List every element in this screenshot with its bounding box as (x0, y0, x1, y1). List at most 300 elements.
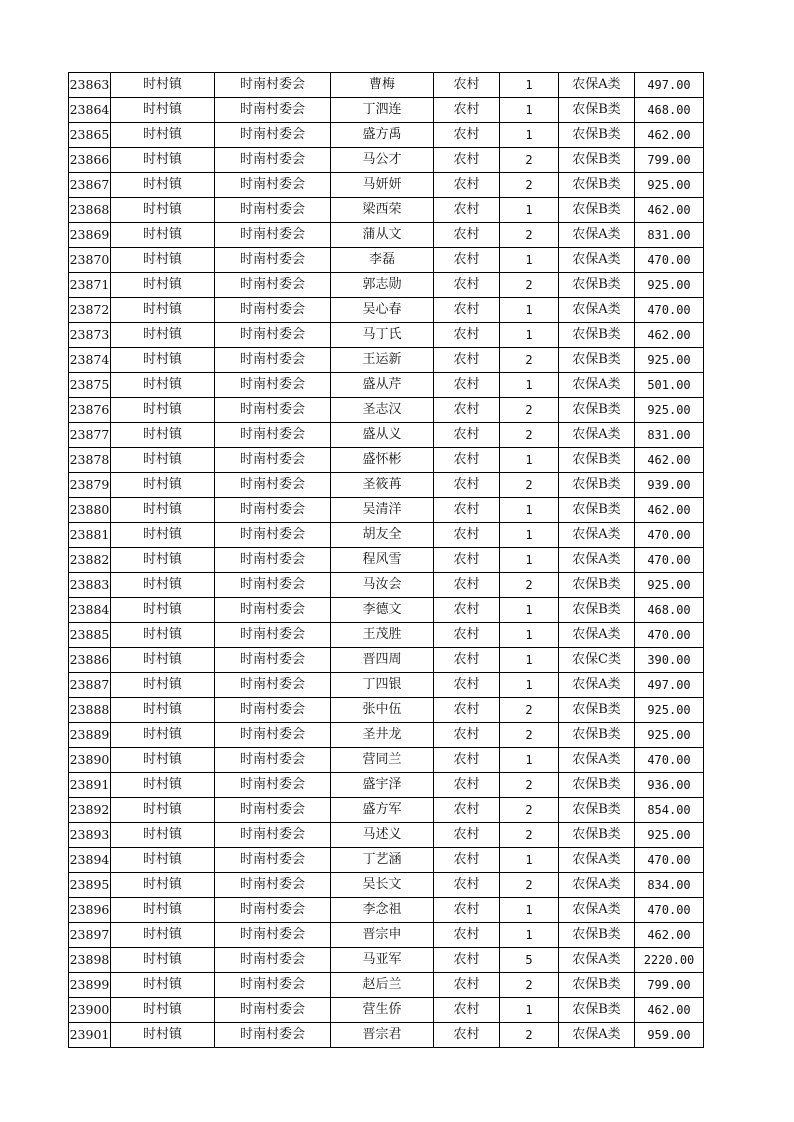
insurance-category-cell: 农保A类 (559, 748, 635, 773)
record-id-cell: 23873 (69, 323, 111, 348)
amount-cell: 799.00 (635, 973, 704, 998)
insurance-category-cell: 农保B类 (559, 448, 635, 473)
member-count-cell: 2 (500, 173, 559, 198)
person-name-cell: 晋宗申 (331, 923, 434, 948)
member-count-cell: 1 (500, 123, 559, 148)
town-cell: 时村镇 (111, 473, 215, 498)
record-id-cell: 23883 (69, 573, 111, 598)
table-row (69, 523, 704, 548)
town-cell: 时村镇 (111, 348, 215, 373)
member-count-cell: 2 (500, 573, 559, 598)
record-id-cell: 23885 (69, 623, 111, 648)
insurance-category-cell: 农保A类 (559, 248, 635, 273)
insurance-category-cell: 农保B类 (559, 823, 635, 848)
household-type-cell: 农村 (434, 448, 500, 473)
amount-cell: 470.00 (635, 548, 704, 573)
member-count-cell: 1 (500, 548, 559, 573)
record-id-cell: 23870 (69, 248, 111, 273)
amount-cell: 470.00 (635, 248, 704, 273)
amount-cell: 497.00 (635, 73, 704, 98)
village-committee-cell: 时南村委会 (215, 848, 331, 873)
village-committee-cell: 时南村委会 (215, 423, 331, 448)
amount-cell: 468.00 (635, 98, 704, 123)
member-count-cell: 2 (500, 423, 559, 448)
amount-cell: 925.00 (635, 723, 704, 748)
insurance-category-cell: 农保A类 (559, 223, 635, 248)
record-id-cell: 23880 (69, 498, 111, 523)
table-row (69, 73, 704, 98)
village-committee-cell: 时南村委会 (215, 273, 331, 298)
household-type-cell: 农村 (434, 223, 500, 248)
table-row (69, 673, 704, 698)
table-row (69, 998, 704, 1023)
insurance-category-cell: 农保B类 (559, 998, 635, 1023)
table-row (69, 498, 704, 523)
town-cell: 时村镇 (111, 448, 215, 473)
town-cell: 时村镇 (111, 698, 215, 723)
amount-cell: 462.00 (635, 998, 704, 1023)
insurance-category-cell: 农保A类 (559, 523, 635, 548)
insurance-category-cell: 农保B类 (559, 923, 635, 948)
household-type-cell: 农村 (434, 698, 500, 723)
amount-cell: 925.00 (635, 173, 704, 198)
household-type-cell: 农村 (434, 848, 500, 873)
record-id-cell: 23882 (69, 548, 111, 573)
insurance-category-cell: 农保A类 (559, 1023, 635, 1048)
village-committee-cell: 时南村委会 (215, 1023, 331, 1048)
member-count-cell: 1 (500, 748, 559, 773)
subsidy-table (68, 72, 704, 1048)
person-name-cell: 马妍妍 (331, 173, 434, 198)
record-id-cell: 23893 (69, 823, 111, 848)
amount-cell: 936.00 (635, 773, 704, 798)
village-committee-cell: 时南村委会 (215, 873, 331, 898)
amount-cell: 462.00 (635, 198, 704, 223)
amount-cell: 390.00 (635, 648, 704, 673)
person-name-cell: 王运新 (331, 348, 434, 373)
village-committee-cell: 时南村委会 (215, 373, 331, 398)
household-type-cell: 农村 (434, 1023, 500, 1048)
village-committee-cell: 时南村委会 (215, 173, 331, 198)
household-type-cell: 农村 (434, 373, 500, 398)
table-row (69, 923, 704, 948)
household-type-cell: 农村 (434, 473, 500, 498)
household-type-cell: 农村 (434, 873, 500, 898)
person-name-cell: 营生侨 (331, 998, 434, 1023)
person-name-cell: 胡友全 (331, 523, 434, 548)
village-committee-cell: 时南村委会 (215, 998, 331, 1023)
table-row (69, 1023, 704, 1048)
town-cell: 时村镇 (111, 1023, 215, 1048)
record-id-cell: 23884 (69, 598, 111, 623)
insurance-category-cell: 农保B类 (559, 573, 635, 598)
member-count-cell: 2 (500, 398, 559, 423)
record-id-cell: 23897 (69, 923, 111, 948)
member-count-cell: 1 (500, 448, 559, 473)
village-committee-cell: 时南村委会 (215, 823, 331, 848)
member-count-cell: 1 (500, 498, 559, 523)
person-name-cell: 吴心春 (331, 298, 434, 323)
village-committee-cell: 时南村委会 (215, 773, 331, 798)
town-cell: 时村镇 (111, 273, 215, 298)
record-id-cell: 23894 (69, 848, 111, 873)
town-cell: 时村镇 (111, 198, 215, 223)
village-committee-cell: 时南村委会 (215, 973, 331, 998)
member-count-cell: 1 (500, 673, 559, 698)
record-id-cell: 23887 (69, 673, 111, 698)
amount-cell: 470.00 (635, 523, 704, 548)
village-committee-cell: 时南村委会 (215, 398, 331, 423)
village-committee-cell: 时南村委会 (215, 898, 331, 923)
table-row (69, 198, 704, 223)
table-row (69, 648, 704, 673)
table-row (69, 598, 704, 623)
amount-cell: 925.00 (635, 823, 704, 848)
insurance-category-cell: 农保B类 (559, 273, 635, 298)
member-count-cell: 1 (500, 298, 559, 323)
person-name-cell: 盛从义 (331, 423, 434, 448)
village-committee-cell: 时南村委会 (215, 323, 331, 348)
household-type-cell: 农村 (434, 598, 500, 623)
person-name-cell: 丁泗连 (331, 98, 434, 123)
amount-cell: 834.00 (635, 873, 704, 898)
household-type-cell: 农村 (434, 998, 500, 1023)
village-committee-cell: 时南村委会 (215, 123, 331, 148)
member-count-cell: 1 (500, 898, 559, 923)
member-count-cell: 2 (500, 773, 559, 798)
insurance-category-cell: 农保B类 (559, 473, 635, 498)
record-id-cell: 23890 (69, 748, 111, 773)
person-name-cell: 张中伍 (331, 698, 434, 723)
table-row (69, 723, 704, 748)
table-row (69, 123, 704, 148)
village-committee-cell: 时南村委会 (215, 223, 331, 248)
household-type-cell: 农村 (434, 548, 500, 573)
village-committee-cell: 时南村委会 (215, 723, 331, 748)
member-count-cell: 2 (500, 698, 559, 723)
insurance-category-cell: 农保B类 (559, 723, 635, 748)
town-cell: 时村镇 (111, 673, 215, 698)
person-name-cell: 晋四周 (331, 648, 434, 673)
town-cell: 时村镇 (111, 948, 215, 973)
insurance-category-cell: 农保C类 (559, 648, 635, 673)
person-name-cell: 李德文 (331, 598, 434, 623)
household-type-cell: 农村 (434, 948, 500, 973)
town-cell: 时村镇 (111, 148, 215, 173)
household-type-cell: 农村 (434, 123, 500, 148)
insurance-category-cell: 农保A类 (559, 873, 635, 898)
town-cell: 时村镇 (111, 773, 215, 798)
person-name-cell: 盛从芹 (331, 373, 434, 398)
village-committee-cell: 时南村委会 (215, 648, 331, 673)
person-name-cell: 盛方禹 (331, 123, 434, 148)
person-name-cell: 盛宇泽 (331, 773, 434, 798)
amount-cell: 462.00 (635, 448, 704, 473)
table-row (69, 973, 704, 998)
village-committee-cell: 时南村委会 (215, 948, 331, 973)
table-row (69, 148, 704, 173)
member-count-cell: 1 (500, 248, 559, 273)
member-count-cell: 2 (500, 723, 559, 748)
household-type-cell: 农村 (434, 798, 500, 823)
insurance-category-cell: 农保B类 (559, 148, 635, 173)
town-cell: 时村镇 (111, 398, 215, 423)
table-row (69, 473, 704, 498)
village-committee-cell: 时南村委会 (215, 473, 331, 498)
town-cell: 时村镇 (111, 598, 215, 623)
table-row (69, 323, 704, 348)
table-row (69, 248, 704, 273)
person-name-cell: 盛方军 (331, 798, 434, 823)
record-id-cell: 23878 (69, 448, 111, 473)
member-count-cell: 2 (500, 973, 559, 998)
member-count-cell: 1 (500, 73, 559, 98)
member-count-cell: 1 (500, 198, 559, 223)
member-count-cell: 1 (500, 848, 559, 873)
town-cell: 时村镇 (111, 373, 215, 398)
table-row (69, 423, 704, 448)
record-id-cell: 23863 (69, 73, 111, 98)
record-id-cell: 23872 (69, 298, 111, 323)
town-cell: 时村镇 (111, 423, 215, 448)
person-name-cell: 马公才 (331, 148, 434, 173)
amount-cell: 462.00 (635, 498, 704, 523)
member-count-cell: 2 (500, 348, 559, 373)
amount-cell: 462.00 (635, 923, 704, 948)
amount-cell: 501.00 (635, 373, 704, 398)
town-cell: 时村镇 (111, 548, 215, 573)
town-cell: 时村镇 (111, 173, 215, 198)
village-committee-cell: 时南村委会 (215, 523, 331, 548)
amount-cell: 468.00 (635, 598, 704, 623)
village-committee-cell: 时南村委会 (215, 698, 331, 723)
record-id-cell: 23896 (69, 898, 111, 923)
record-id-cell: 23877 (69, 423, 111, 448)
amount-cell: 470.00 (635, 848, 704, 873)
record-id-cell: 23871 (69, 273, 111, 298)
record-id-cell: 23895 (69, 873, 111, 898)
household-type-cell: 农村 (434, 748, 500, 773)
amount-cell: 470.00 (635, 298, 704, 323)
household-type-cell: 农村 (434, 348, 500, 373)
village-committee-cell: 时南村委会 (215, 498, 331, 523)
village-committee-cell: 时南村委会 (215, 548, 331, 573)
village-committee-cell: 时南村委会 (215, 673, 331, 698)
household-type-cell: 农村 (434, 398, 500, 423)
insurance-category-cell: 农保A类 (559, 848, 635, 873)
person-name-cell: 圣井龙 (331, 723, 434, 748)
member-count-cell: 1 (500, 373, 559, 398)
village-committee-cell: 时南村委会 (215, 623, 331, 648)
insurance-category-cell: 农保A类 (559, 673, 635, 698)
member-count-cell: 2 (500, 798, 559, 823)
table-row (69, 848, 704, 873)
town-cell: 时村镇 (111, 298, 215, 323)
amount-cell: 831.00 (635, 223, 704, 248)
household-type-cell: 农村 (434, 723, 500, 748)
member-count-cell: 1 (500, 523, 559, 548)
town-cell: 时村镇 (111, 73, 215, 98)
town-cell: 时村镇 (111, 723, 215, 748)
record-id-cell: 23886 (69, 648, 111, 673)
town-cell: 时村镇 (111, 798, 215, 823)
village-committee-cell: 时南村委会 (215, 98, 331, 123)
insurance-category-cell: 农保B类 (559, 498, 635, 523)
town-cell: 时村镇 (111, 123, 215, 148)
household-type-cell: 农村 (434, 523, 500, 548)
amount-cell: 470.00 (635, 623, 704, 648)
insurance-category-cell: 农保B类 (559, 173, 635, 198)
person-name-cell: 晋宗君 (331, 1023, 434, 1048)
table-row (69, 448, 704, 473)
town-cell: 时村镇 (111, 248, 215, 273)
village-committee-cell: 时南村委会 (215, 598, 331, 623)
insurance-category-cell: 农保B类 (559, 348, 635, 373)
town-cell: 时村镇 (111, 898, 215, 923)
town-cell: 时村镇 (111, 873, 215, 898)
table-row (69, 348, 704, 373)
record-id-cell: 23874 (69, 348, 111, 373)
table-row (69, 698, 704, 723)
table-row (69, 623, 704, 648)
insurance-category-cell: 农保A类 (559, 948, 635, 973)
amount-cell: 939.00 (635, 473, 704, 498)
table-row (69, 398, 704, 423)
amount-cell: 925.00 (635, 398, 704, 423)
record-id-cell: 23888 (69, 698, 111, 723)
person-name-cell: 圣筱苒 (331, 473, 434, 498)
person-name-cell: 曹梅 (331, 73, 434, 98)
town-cell: 时村镇 (111, 623, 215, 648)
household-type-cell: 农村 (434, 498, 500, 523)
member-count-cell: 5 (500, 948, 559, 973)
insurance-category-cell: 农保A类 (559, 373, 635, 398)
member-count-cell: 1 (500, 648, 559, 673)
amount-cell: 470.00 (635, 748, 704, 773)
record-id-cell: 23899 (69, 973, 111, 998)
amount-cell: 925.00 (635, 273, 704, 298)
member-count-cell: 2 (500, 148, 559, 173)
table-row (69, 273, 704, 298)
person-name-cell: 丁艺涵 (331, 848, 434, 873)
record-id-cell: 23898 (69, 948, 111, 973)
household-type-cell: 农村 (434, 773, 500, 798)
insurance-category-cell: 农保B类 (559, 398, 635, 423)
household-type-cell: 农村 (434, 298, 500, 323)
table-row (69, 373, 704, 398)
record-id-cell: 23864 (69, 98, 111, 123)
village-committee-cell: 时南村委会 (215, 573, 331, 598)
table-row (69, 948, 704, 973)
village-committee-cell: 时南村委会 (215, 73, 331, 98)
town-cell: 时村镇 (111, 498, 215, 523)
village-committee-cell: 时南村委会 (215, 298, 331, 323)
household-type-cell: 农村 (434, 823, 500, 848)
person-name-cell: 马丁氏 (331, 323, 434, 348)
record-id-cell: 23900 (69, 998, 111, 1023)
insurance-category-cell: 农保A类 (559, 423, 635, 448)
household-type-cell: 农村 (434, 173, 500, 198)
amount-cell: 2220.00 (635, 948, 704, 973)
household-type-cell: 农村 (434, 323, 500, 348)
table-row (69, 748, 704, 773)
household-type-cell: 农村 (434, 973, 500, 998)
record-id-cell: 23892 (69, 798, 111, 823)
record-id-cell: 23876 (69, 398, 111, 423)
person-name-cell: 吴长文 (331, 873, 434, 898)
record-id-cell: 23869 (69, 223, 111, 248)
record-id-cell: 23868 (69, 198, 111, 223)
town-cell: 时村镇 (111, 823, 215, 848)
table-row (69, 223, 704, 248)
member-count-cell: 1 (500, 998, 559, 1023)
member-count-cell: 2 (500, 273, 559, 298)
member-count-cell: 1 (500, 98, 559, 123)
person-name-cell: 马亚军 (331, 948, 434, 973)
member-count-cell: 2 (500, 873, 559, 898)
household-type-cell: 农村 (434, 898, 500, 923)
amount-cell: 854.00 (635, 798, 704, 823)
insurance-category-cell: 农保A类 (559, 623, 635, 648)
member-count-cell: 2 (500, 223, 559, 248)
table-row (69, 873, 704, 898)
amount-cell: 925.00 (635, 348, 704, 373)
member-count-cell: 2 (500, 1023, 559, 1048)
person-name-cell: 圣志汉 (331, 398, 434, 423)
record-id-cell: 23889 (69, 723, 111, 748)
village-committee-cell: 时南村委会 (215, 248, 331, 273)
person-name-cell: 郭志勋 (331, 273, 434, 298)
insurance-category-cell: 农保B类 (559, 198, 635, 223)
member-count-cell: 2 (500, 823, 559, 848)
person-name-cell: 营同兰 (331, 748, 434, 773)
member-count-cell: 1 (500, 623, 559, 648)
household-type-cell: 农村 (434, 923, 500, 948)
table-row (69, 548, 704, 573)
insurance-category-cell: 农保B类 (559, 798, 635, 823)
amount-cell: 497.00 (635, 673, 704, 698)
person-name-cell: 马汝会 (331, 573, 434, 598)
amount-cell: 925.00 (635, 698, 704, 723)
person-name-cell: 盛怀彬 (331, 448, 434, 473)
person-name-cell: 李磊 (331, 248, 434, 273)
table-row (69, 773, 704, 798)
table-row (69, 898, 704, 923)
household-type-cell: 农村 (434, 248, 500, 273)
town-cell: 时村镇 (111, 648, 215, 673)
town-cell: 时村镇 (111, 848, 215, 873)
table-row (69, 98, 704, 123)
person-name-cell: 蒲从文 (331, 223, 434, 248)
member-count-cell: 1 (500, 923, 559, 948)
amount-cell: 925.00 (635, 573, 704, 598)
household-type-cell: 农村 (434, 623, 500, 648)
person-name-cell: 马述义 (331, 823, 434, 848)
person-name-cell: 赵后兰 (331, 973, 434, 998)
insurance-category-cell: 农保A类 (559, 548, 635, 573)
household-type-cell: 农村 (434, 673, 500, 698)
record-id-cell: 23891 (69, 773, 111, 798)
person-name-cell: 梁西荣 (331, 198, 434, 223)
member-count-cell: 2 (500, 473, 559, 498)
household-type-cell: 农村 (434, 198, 500, 223)
amount-cell: 831.00 (635, 423, 704, 448)
village-committee-cell: 时南村委会 (215, 348, 331, 373)
insurance-category-cell: 农保B类 (559, 773, 635, 798)
town-cell: 时村镇 (111, 223, 215, 248)
person-name-cell: 丁四银 (331, 673, 434, 698)
person-name-cell: 程风雪 (331, 548, 434, 573)
